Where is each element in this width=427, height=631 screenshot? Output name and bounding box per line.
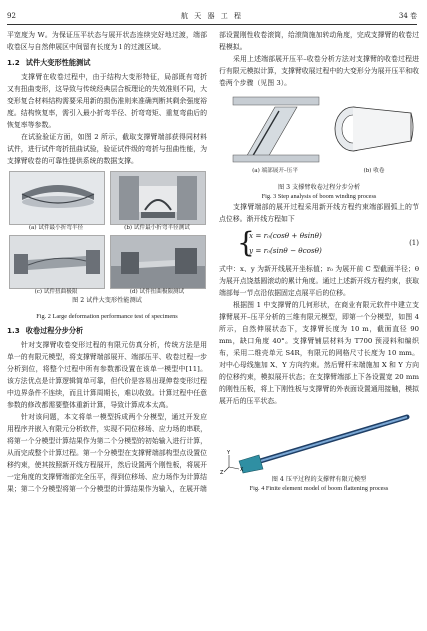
paragraph: 支撑臂在收卷过程中，由于结构大变形特征，局部既有弯折又有扭曲变形，这导致与传统经典层合板理论的失效准则不同，大变形复合材料结构需要采用新的损伤准则来准确判断其剩余强度裕度。结构恢复率，需引入最小折弯半径、折弯弯矩、重复弯曲后的恢复率等参数。 [7, 73, 207, 129]
right-column [219, 29, 419, 493]
photo-specimen-bend-radius [9, 171, 105, 225]
figure-3-panel-b [331, 93, 417, 167]
paragraph: 采用上述端部展开压平–收卷分析方法对支撑臂的收卷过程进行有限元模拟计算，支撑臂收展过程中的大变形分为展开压平和收卷两个步骤（见图 3）。 [219, 55, 419, 87]
paragraph: 针对支撑臂收卷变形过程的有限元仿真分析，传统方法是用单一的有限元模型，将支撑臂端部展开、端部压平、收卷过程一步分析到位，将整个过程中所有参数都设置在该单一模型中[11]。该方法优点是计算逻辑简单可靠，但代价是容易出现伸卷变形过程中边界条件不连续，而且计算周期长，难以收敛。计算过程中任意参数的修改都需要整体重新计算，导致计算成本太高。 [7, 341, 207, 409]
equation-line-2: y = r₀(sinθ − θcosθ) [249, 246, 322, 255]
subcaption-d: (d) 试件扭曲极限测试 [129, 289, 185, 295]
photo-bend-test [110, 171, 206, 225]
figure-4 [219, 411, 419, 475]
paragraph: 式中：x、y 为新开线展开坐标值；r₀ 为展开前 C 型截面半径；θ 为展开点饶基圆滚动的累计角度。通过上述新开线方程约束，获取端部每一节点沿依据固定点展平后的位移。 [219, 265, 419, 297]
figure-3-panel-a [227, 93, 323, 167]
paragraph: 根据图 1 中支撑臂的几何形状，在商业有限元软件中建立支撑臂展开–压平分析的三维有限元模型，即第一个分模型，如图 4 所示，自然伸展状态下，支撑臂长度为 10 m，截面直径 90 mm，缺口角度 40°。支撑臂铺层材料为 T700 预浸料和编织布，采用二维壳单元 S4R，有限元的网格尺寸长度为 10 mm。对中心母线施加 X、Y 方向约束。然后臂杆末端施加 X 和 Y 方向的位移约束，模拟展开状态；在支撑臂端部上下各设置宽 20 mm 的刚性压板，将上下刚性板与支撑臂的外表面设置通用接触，模拟展开后的压平状态。 [219, 301, 419, 405]
section-heading: 1.3 收卷过程分步分析 [7, 326, 84, 335]
subcaption-b: (b) 试件最小折弯半径测试 [124, 225, 190, 231]
subcaption-b: (b) 收卷 [363, 168, 385, 174]
subcaption-c: (c) 试件扭曲极限 [34, 289, 78, 295]
paragraph: 平宽度为 W。为保证压平状态与展开状态连续完好地过渡，端部收卷区与自然伸展区中间留有长度为 l 的过渡区域。 [7, 31, 207, 51]
axis-label-x: X [240, 467, 244, 473]
figure-3 [219, 91, 419, 183]
figure-2-caption: 图 2 试件大变形性能测试 [72, 297, 142, 304]
header-rule [7, 24, 417, 25]
paragraph: 部设置刚性收卷滚筒，给滚筒施加转动角度，完成支撑臂的收卷过程模拟。 [219, 31, 419, 51]
axis-label-z: Z [220, 470, 224, 475]
figure-4-caption-en: Fig. 4 Finite element model of boom flattening process [249, 485, 389, 492]
photo-specimen-torsion-limit [9, 235, 105, 289]
equation-1 [219, 227, 419, 261]
paragraph: 在试验验证方面，如图 2 所示，截取支撑臂端部获得同材料试件，进行试件弯折扭曲试验，验证试件级的弯折与扭曲性能，为支撑臂收卷的可靠性提供系统的数据支撑。 [7, 133, 207, 165]
figure-2-caption-en: Fig. 2 Large deformation performance test of specimens [36, 313, 178, 320]
paragraph: 针对该问题，本文将单一模型拆成两个分模型，通过开发应用程序并嵌入有限元分析软件，实现不同位移场、应力场的串联，将第一个分模型计算结果作为第二个分模型的初始输入进行计算，从而完成整个计算过程。第一个分模型在支撑臂端部构型点设置位移约束，使其按照新开线方程展开，然后设置两个刚性板，将展开一定角度的支撑臂端部完全压平，得到位移场、应力场作为计算结果；第二个分模型将第一个分模型的计算结果作为输入，在展开端 [7, 413, 207, 493]
equation-brace: { [237, 226, 255, 259]
figure-4-caption: 图 4 压平过程的支撑臂有限元模型 [271, 476, 367, 483]
equation-line-1: x = r₀(cosθ + θsinθ) [249, 231, 322, 240]
figure-3-caption-en: Fig. 3 Step analysis of boom winding process [261, 193, 377, 200]
equation-number: (1) [409, 239, 419, 247]
photo-torsion-test [110, 235, 206, 289]
axis-label-y: Y [227, 450, 231, 456]
left-column [7, 29, 207, 495]
page-header [7, 9, 417, 23]
figure-3-caption: 图 3 支撑臂收卷过程分步分析 [277, 184, 361, 191]
page-number: 92 [7, 12, 16, 20]
journal-title: 航 天 器 工 程 [181, 12, 243, 20]
fe-model-render [219, 411, 419, 475]
volume-label: 34 卷 [398, 12, 417, 20]
section-heading: 1.2 试件大变形性能测试 [7, 58, 91, 67]
subcaption-a: (a) 端部展开–压平 [252, 168, 298, 174]
paragraph: 支撑臂端部的展开过程采用新开线方程约束端部圆弧上的节点位移。渐开线方程如下 [219, 203, 419, 223]
subcaption-a: (a) 试件最小折弯半径 [28, 225, 84, 231]
figure-2 [7, 169, 207, 312]
